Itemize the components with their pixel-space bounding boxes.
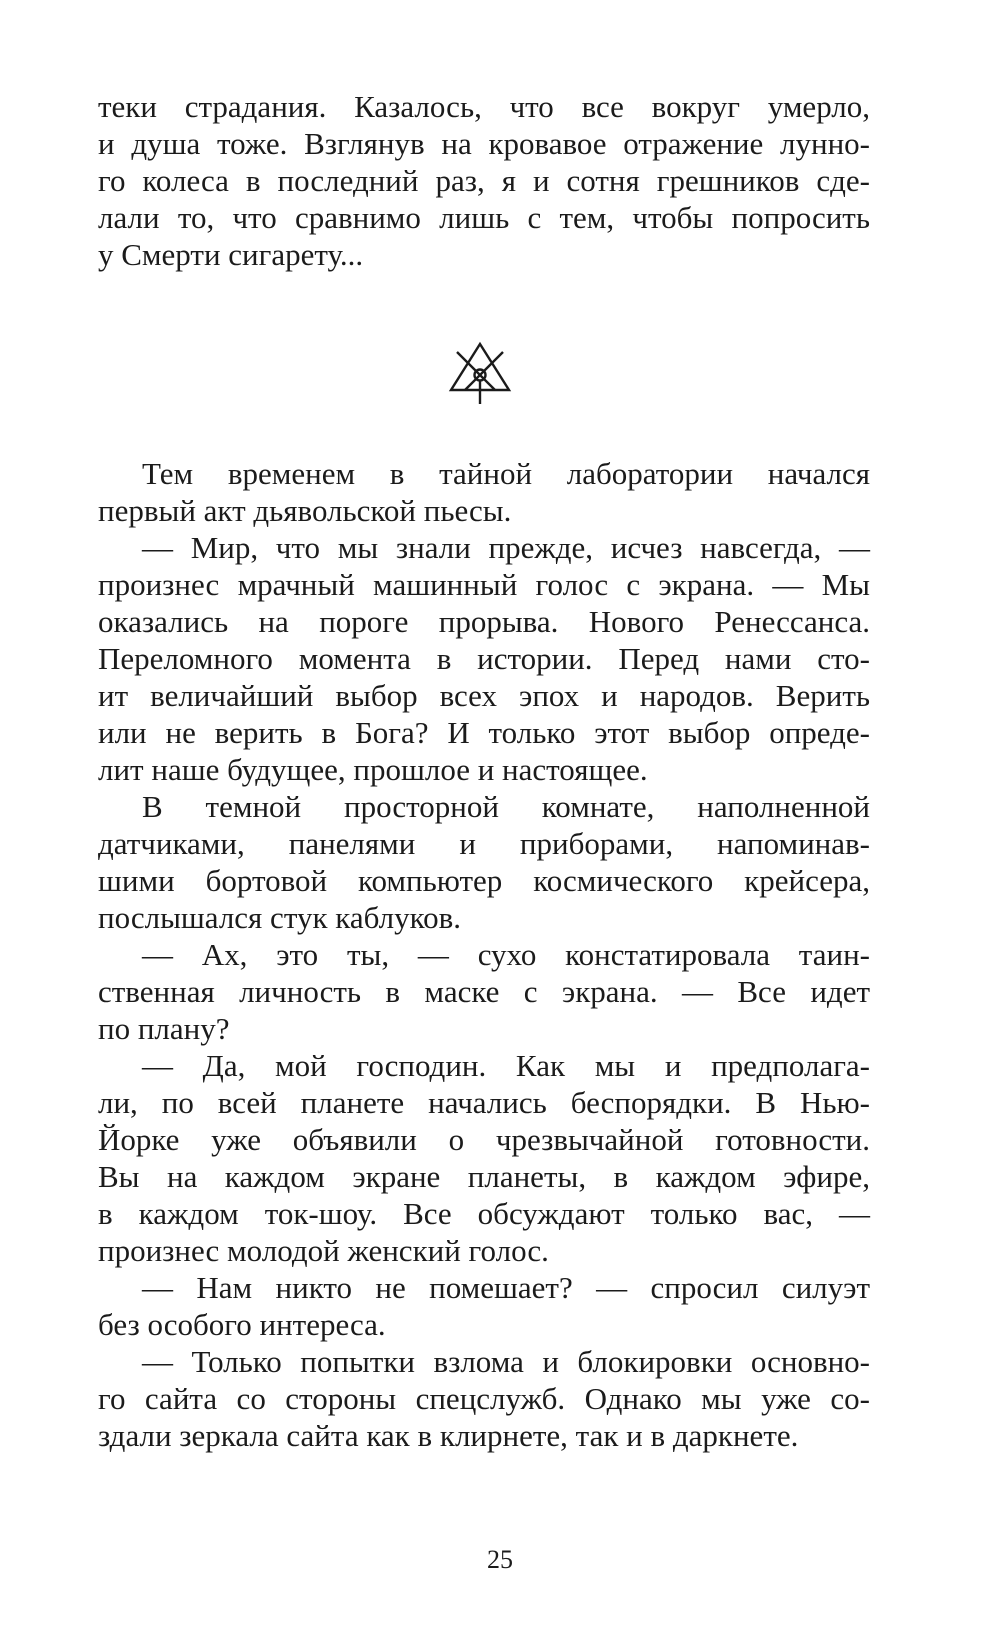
page-number: 25 xyxy=(487,1545,513,1574)
text-line: произнес мрачный машинный голос с экрана. — Мы xyxy=(98,567,870,602)
text-line: оказались на пороге прорыва. Нового Ренессанса. xyxy=(98,604,870,639)
text-line: Тем временем в тайной лаборатории начался xyxy=(142,456,870,491)
text-line: Вы на каждом экране планеты, в каждом эфире, xyxy=(98,1159,870,1194)
text-line: — Да, мой господин. Как мы и предполага- xyxy=(142,1048,870,1083)
text-line: в каждом ток-шоу. Все обсуждают только вас, — xyxy=(98,1196,870,1231)
text-line: теки страдания. Казалось, что все вокруг умерло, xyxy=(98,89,870,124)
text-line: Йорке уже объявили о чрезвычайной готовности. xyxy=(98,1122,870,1157)
text-line: послышался стук каблуков. xyxy=(98,900,461,935)
text-line: лит наше будущее, прошлое и настоящее. xyxy=(98,752,648,787)
text-line: у Смерти сигарету... xyxy=(98,237,364,272)
text-line: го сайта со стороны спецслужб. Однако мы уже со- xyxy=(98,1381,870,1416)
text-line: здали зеркала сайта как в клирнете, так и в даркнете. xyxy=(98,1418,799,1453)
text-line: — Нам никто не помешает? — спросил силуэт xyxy=(142,1270,870,1305)
text-line: датчиками, панелями и приборами, напоминав- xyxy=(98,826,870,861)
text-line: — Только попытки взлома и блокировки основно- xyxy=(142,1344,870,1379)
triangle-with-cross-and-circle-icon xyxy=(445,340,515,410)
text-line: го колеса в последний раз, я и сотня грешников сде- xyxy=(98,163,870,198)
text-line: ит величайший выбор всех эпох и народов. Верить xyxy=(98,678,870,713)
text-line: или не верить в Бога? И только этот выбор опреде- xyxy=(98,715,870,750)
text-line: — Мир, что мы знали прежде, исчез навсегда, — xyxy=(142,530,870,565)
text-line: по плану? xyxy=(98,1011,230,1046)
text-line: ли, по всей планете начались беспорядки. В Нью- xyxy=(98,1085,870,1120)
text-line: лали то, что сравнимо лишь с тем, чтобы попросить xyxy=(98,200,870,235)
text-line: и душа тоже. Взглянув на кровавое отражение лунно- xyxy=(98,126,870,161)
text-line: шими бортовой компьютер космического крейсера, xyxy=(98,863,870,898)
text-line: ственная личность в маске с экрана. — Все идет xyxy=(98,974,870,1009)
text-line: без особого интереса. xyxy=(98,1307,386,1342)
text-line: произнес молодой женский голос. xyxy=(98,1233,549,1268)
text-line: Переломного момента в истории. Перед нами сто- xyxy=(98,641,870,676)
text-line: — Ах, это ты, — сухо констатировала таин- xyxy=(142,937,870,972)
text-line: первый акт дьявольской пьесы. xyxy=(98,493,512,528)
text-line: В темной просторной комнате, наполненной xyxy=(142,789,870,824)
